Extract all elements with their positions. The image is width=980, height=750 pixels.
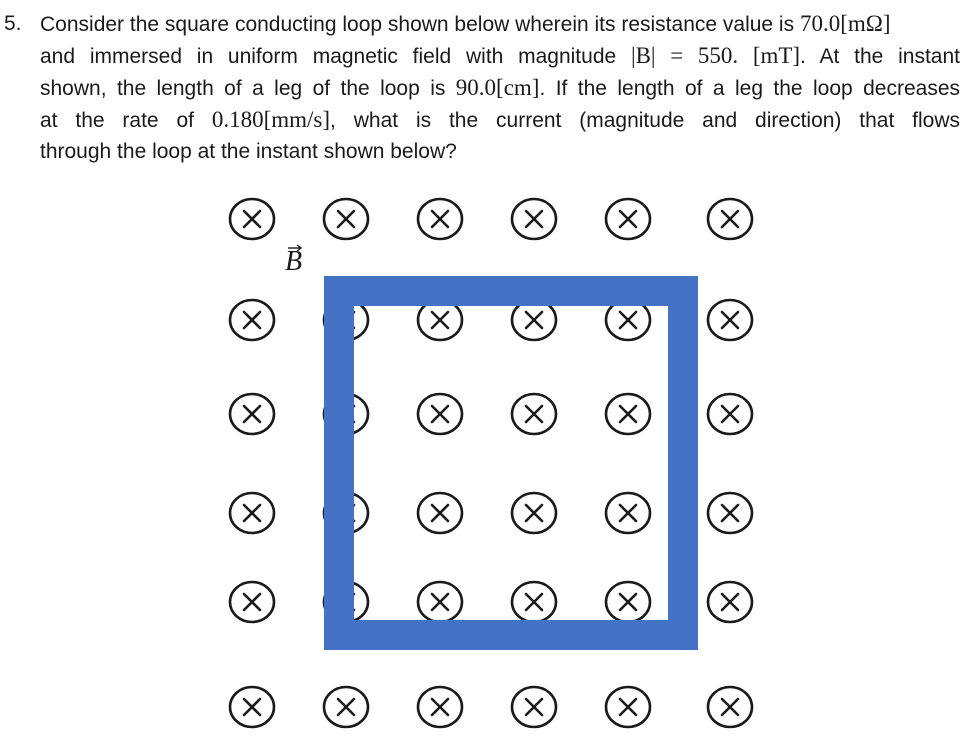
resistance-value: 70.0[mΩ] bbox=[799, 11, 891, 36]
field-into-page-icon bbox=[230, 582, 274, 622]
problem-number: 5. bbox=[4, 12, 22, 35]
problem-text-2c: . At the instant bbox=[800, 45, 960, 68]
problem-text-5a: through the loop at the instant shown below? bbox=[40, 140, 457, 163]
field-into-page-icon bbox=[230, 300, 274, 340]
field-into-page-icon bbox=[708, 199, 752, 239]
field-into-page-icon bbox=[708, 687, 752, 727]
field-into-page-icon bbox=[512, 199, 556, 239]
field-into-page-icon bbox=[512, 582, 556, 622]
field-into-page-icon bbox=[418, 493, 462, 533]
field-into-page-icon bbox=[708, 493, 752, 533]
field-into-page-icon bbox=[708, 300, 752, 340]
field-into-page-icon bbox=[324, 687, 368, 727]
leg-length: 90.0[cm] bbox=[455, 75, 540, 100]
field-into-page-icon bbox=[606, 394, 650, 434]
problem-text-4c: , what is the current (magnitude and direction) that flows bbox=[330, 109, 961, 132]
field-into-page-icon bbox=[606, 687, 650, 727]
field-into-page-icon bbox=[324, 199, 368, 239]
decrease-rate: 0.180[mm/s] bbox=[211, 107, 331, 132]
field-into-page-icon bbox=[230, 199, 274, 239]
field-into-page-icon bbox=[512, 394, 556, 434]
field-into-page-icon bbox=[708, 394, 752, 434]
field-magnitude: |B| = 550. [mT] bbox=[630, 43, 801, 68]
field-into-page-icon bbox=[606, 493, 650, 533]
field-into-page-icon bbox=[606, 199, 650, 239]
field-into-page-icon bbox=[230, 394, 274, 434]
field-into-page-icon bbox=[418, 394, 462, 434]
field-into-page-icon bbox=[230, 493, 274, 533]
field-into-page-icon bbox=[708, 582, 752, 622]
problem-text-3c: . If the length of a leg the loop decreases bbox=[539, 77, 960, 100]
problem-text-2a: and immersed in uniform magnetic field with magnitude bbox=[40, 45, 631, 68]
field-into-page-icon bbox=[418, 199, 462, 239]
field-into-page-icon bbox=[512, 493, 556, 533]
problem-text-4a: at the rate of bbox=[40, 109, 212, 132]
problem-text-3a: shown, the length of a leg of the loop is bbox=[40, 77, 456, 100]
problem-text-1a: Consider the square conducting loop shown below wherein its resistance value is bbox=[40, 13, 800, 36]
field-label: B bbox=[285, 246, 303, 277]
field-into-page-icon bbox=[418, 582, 462, 622]
field-into-page-icon bbox=[418, 687, 462, 727]
field-into-page-icon bbox=[230, 687, 274, 727]
field-into-page-icon bbox=[512, 687, 556, 727]
field-into-page-icon bbox=[606, 582, 650, 622]
